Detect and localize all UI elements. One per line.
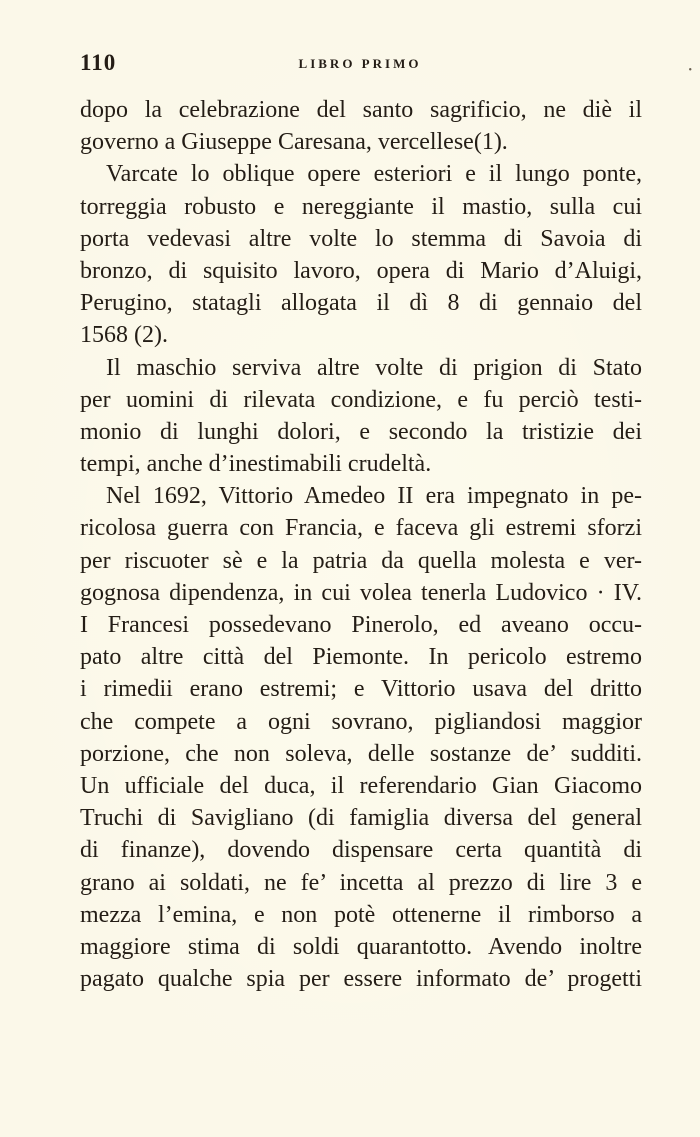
text-line: bronzo, di squisito lavoro, opera di Mario d’Aluigi, [80,257,642,284]
page-header [80,50,640,80]
text-line: Truchi di Savigliano (di famiglia diversa del general [80,805,642,832]
text-line: I Francesi possedevano Pinerolo, ed aveano occu- [80,612,642,638]
text-line: per uomini di rilevata condizione, e fu perciò testi- [80,386,642,413]
text-line: ricolosa guerra con Francia, e faceva gli estremi sforzi [80,515,642,542]
text-line: Perugino, statagli allogata il dì 8 di gennaio del [80,290,642,317]
running-head: LIBRO PRIMO [298,56,422,71]
text-line: pato altre città del Piemonte. In pericolo estremo [80,644,642,671]
text-line: porzione, che non soleva, delle sostanze de’ sudditi. [80,740,642,767]
text-line: grano ai soldati, ne fe’ incetta al prezzo di lire 3 e [80,869,642,896]
text-line: Nel 1692, Vittorio Amedeo II era impegnato in pe- [106,483,642,510]
page-number: 110 [80,50,117,75]
text-line: Un ufficiale del duca, il referendario Gian Giacomo [80,772,642,799]
text-line: i rimedii erano estremi; e Vittorio usava del dritto [80,676,642,703]
text-line: tempi, anche d’inestimabili crudeltà. [80,451,432,478]
text-line: che compete a ogni sovrano, pigliandosi maggior [80,708,642,735]
text-line: 1568 (2). [80,322,168,349]
text-line: mezza l’emina, e non potè ottenerne il rimborso a [80,901,642,928]
text-line: pagato qualche spia per essere informato de’ progetti [80,966,642,993]
text-line: dopo la celebrazione del santo sagrificio, ne diè il [80,97,642,123]
text-line: torreggia robusto e nereggiante il mastio, sulla cui [80,193,642,220]
text-line: gognosa dipendenza, in cui volea tenerla Ludovico · IV. [80,579,642,606]
text-line: maggiore stima di soldi quarantotto. Avendo inoltre [80,933,642,960]
corner-mark: • [688,65,692,76]
text-line: monio di lunghi dolori, e secondo la tristizie dei [80,418,642,445]
text-line: per riscuoter sè e la patria da quella molesta e ver- [80,547,642,574]
text-line: di finanze), dovendo dispensare certa quantità di [80,837,642,864]
text-line: Il maschio serviva altre volte di prigion di Stato [106,354,642,381]
text-line: porta vedevasi altre volte lo stemma di Savoia di [80,225,642,252]
text-line: Varcate lo oblique opere esteriori e il lungo ponte, [106,161,642,188]
body-text [80,94,642,995]
text-line: governo a Giuseppe Caresana, vercellese(1). [80,129,508,156]
